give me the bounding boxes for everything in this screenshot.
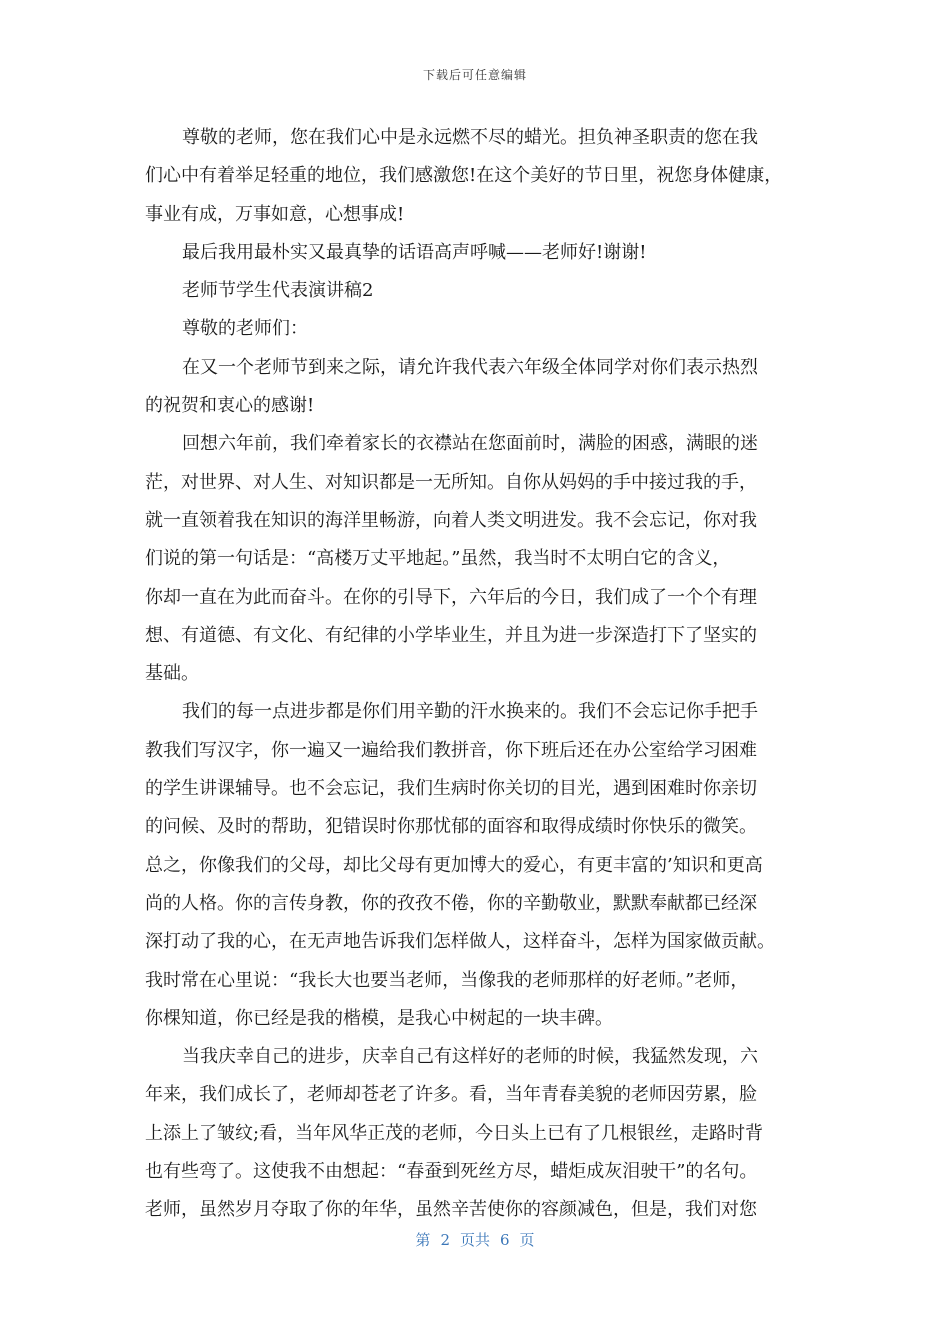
text-line: 们心中有着举足轻重的地位，我们感激您!在这个美好的节日里，祝您身体健康， [145, 165, 783, 187]
footer-total-pages: 6 [500, 1231, 510, 1249]
text-line: 深打动了我的心，在无声地告诉我们怎样做人，这样奋斗，怎样为国家做贡献。 [145, 931, 775, 953]
text-line: 们说的第一句话是：“高楼万丈平地起。”虽然，我当时不太明白它的含义， [145, 548, 731, 570]
footer-middle: 页共 [459, 1231, 490, 1249]
text-line: 的学生讲课辅导。也不会忘记，我们生病时你关切的目光，遇到困难时你亲切 [145, 778, 757, 800]
document-body [145, 119, 817, 1230]
text-line: 基础。 [145, 663, 199, 685]
text-line: 年来，我们成长了，老师却苍老了许多。看，当年青春美貌的老师因劳累，脸 [145, 1084, 757, 1106]
text-line: 也有些弯了。这使我不由想起：“春蚕到死丝方尽，蜡炬成灰泪驶干”的名句。 [145, 1161, 758, 1183]
text-line: 事业有成，万事如意，心想事成! [145, 203, 405, 225]
footer-suffix: 页 [519, 1231, 535, 1249]
footer-page-number: 2 [440, 1231, 450, 1249]
page-footer [0, 1229, 950, 1250]
text-line: 你却一直在为此而奋斗。在你的引导下，六年后的今日，我们成了一个个有理 [145, 586, 757, 608]
text-line: 我们的每一点进步都是你们用辛勤的汗水换来的。我们不会忘记你手把手 [182, 701, 758, 723]
text-line: 的问候、及时的帮助，犯错误时你那忧郁的面容和取得成绩时你快乐的微笑。 [145, 816, 757, 838]
text-line: 就一直领着我在知识的海洋里畅游，向着人类文明进发。我不会忘记，你对我 [145, 509, 757, 531]
text-line: 当我庆幸自己的进步，庆幸自己有这样好的老师的时候，我猛然发现，六 [182, 1046, 758, 1068]
text-line: 尚的人格。你的言传身教，你的孜孜不倦，你的辛勤敬业，默默奉献都已经深 [145, 892, 757, 914]
footer-prefix: 第 [415, 1231, 431, 1249]
text-line: 尊敬的老师，您在我们心中是永远燃不尽的蜡光。担负神圣职责的您在我 [182, 127, 758, 148]
text-line: 的祝贺和衷心的感谢! [145, 395, 315, 417]
text-line: 尊敬的老师们： [182, 318, 308, 340]
text-line: 老师节学生代表演讲稿2 [182, 280, 374, 302]
page-header: 下载后可任意编辑 [422, 68, 527, 82]
text-line: 最后我用最朴实又最真挚的话语高声呼喊——老师好!谢谢! [182, 241, 647, 263]
text-line: 老师，虽然岁月夺取了你的年华，虽然辛苦使你的容颜减色，但是，我们对您 [145, 1199, 757, 1221]
text-line: 回想六年前，我们牵着家长的衣襟站在您面前时，满脸的困惑，满眼的迷 [182, 433, 758, 455]
text-line: 教我们写汉字，你一遍又一遍给我们教拼音，你下班后还在办公室给学习困难 [145, 739, 757, 761]
text-line: 总之，你像我们的父母，却比父母有更加博大的爱心，有更丰富的’知识和更高 [145, 854, 763, 876]
text-line: 在又一个老师节到来之际，请允许我代表六年级全体同学对你们表示热烈 [182, 356, 758, 378]
text-line: 想、有道德、有文化、有纪律的小学毕业生，并且为进一步深造打下了坚实的 [145, 624, 757, 646]
text-line: 上添上了皱纹;看，当年风华正茂的老师，今日头上已有了几根银丝，走路时背 [145, 1122, 764, 1144]
text-line: 你棵知道，你已经是我的楷模，是我心中树起的一块丰碑。 [145, 1007, 613, 1029]
text-line: 茫，对世界、对人生、对知识都是一无所知。自你从妈妈的手中接过我的手， [145, 471, 757, 493]
text-line: 我时常在心里说：“我长大也要当老师，当像我的老师那样的好老师。”老师， [145, 969, 749, 991]
